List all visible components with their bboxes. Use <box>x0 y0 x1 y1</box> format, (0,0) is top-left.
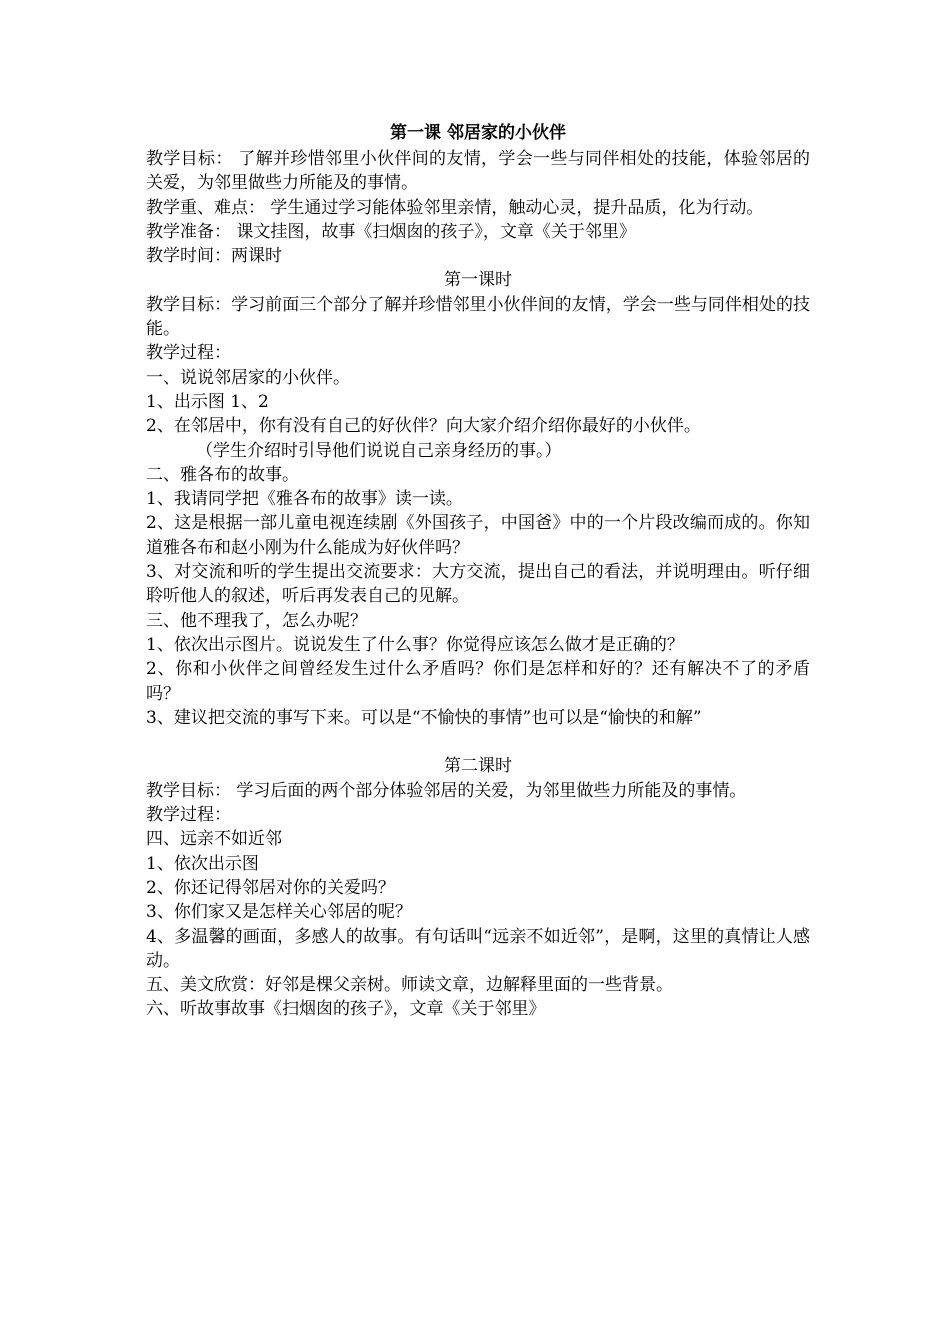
list-item: 2、你还记得邻居对你的关爱吗？ <box>146 877 395 898</box>
section-four-heading: 四、远亲不如近邻 <box>146 829 282 850</box>
lesson1-heading: 第一课时 <box>444 270 512 291</box>
list-item: 3、你们家又是怎样关心邻居的呢？ <box>146 902 412 923</box>
teacher-note: （学生介绍时引导他们说说自己亲身经历的事。） <box>196 440 562 461</box>
document-page <box>146 121 810 1022</box>
section-five-heading: 五、美文欣赏：好邻是棵父亲树。师读文章，边解释里面的一些背景。 <box>146 975 673 996</box>
list-item: 1、我请同学把《雅各布的故事》读一读。 <box>146 489 463 510</box>
document-title: 第一课 邻居家的小伙伴 <box>390 123 566 143</box>
lesson1-objective: 教学目标：学习前面三个部分了解并珍惜邻里小伙伴间的友情，学会一些与同伴相处的技能。 <box>146 294 810 340</box>
list-item: 2、你和小伙伴之间曾经发生过什么矛盾吗？你们是怎样和好的？还有解决不了的矛盾吗？ <box>146 659 810 704</box>
section-six-heading: 六、听故事故事《扫烟囱的孩子》，文章《关于邻里》 <box>146 999 546 1020</box>
intro-objective: 教学目标： 了解并珍惜邻里小伙伴间的友情，学会一些与同伴相处的技能，体验邻居的关爱，为邻里做些力所能及的事情。 <box>146 149 810 194</box>
list-item: 3、建议把交流的事写下来。可以是“不愉快的事情”也可以是“愉快的和解” <box>146 707 702 728</box>
lesson2-objective: 教学目标： 学习后面的两个部分体验邻居的关爱，为邻里做些力所能及的事情。 <box>146 780 747 801</box>
lesson1-process-label: 教学过程： <box>146 343 231 364</box>
lesson2-heading: 第二课时 <box>444 756 512 777</box>
list-item: 1、出示图 1、2 <box>146 391 269 412</box>
intro-time: 教学时间：两课时 <box>146 246 282 267</box>
list-item: 2、这是根据一部儿童电视连续剧《外国孩子，中国爸》中的一个片段改编而成的。你知道雅各布和赵小刚为什么能成为好伙伴吗？ <box>146 513 810 558</box>
intro-preparation: 教学准备： 课文挂图，故事《扫烟囱的孩子》，文章《关于邻里》 <box>146 221 636 242</box>
blank-line <box>146 730 810 754</box>
intro-key-points: 教学重、难点： 学生通过学习能体验邻里亲情，触动心灵，提升品质，化为行动。 <box>146 197 764 218</box>
list-item: 4、多温馨的画面，多感人的故事。有句话叫“远亲不如近邻”，是啊，这里的真情让人感动。 <box>146 926 810 971</box>
section-two-heading: 二、雅各布的故事。 <box>146 464 299 485</box>
list-item: 1、依次出示图 <box>146 853 259 874</box>
lesson2-process-label: 教学过程： <box>146 805 231 826</box>
section-one-heading: 一、说说邻居家的小伙伴。 <box>146 367 350 388</box>
list-item: 2、在邻居中，你有没有自己的好伙伴？向大家介绍介绍你最好的小伙伴。 <box>146 416 701 437</box>
list-item: 3、对交流和听的学生提出交流要求：大方交流，提出自己的看法，并说明理由。听仔细聆听他人的叙述，听后再发表自己的见解。 <box>146 562 810 607</box>
list-item: 1、依次出示图片。说说发生了什么事？你觉得应该怎么做才是正确的？ <box>146 634 684 655</box>
section-three-heading: 三、他不理我了，怎么办呢？ <box>146 610 367 631</box>
